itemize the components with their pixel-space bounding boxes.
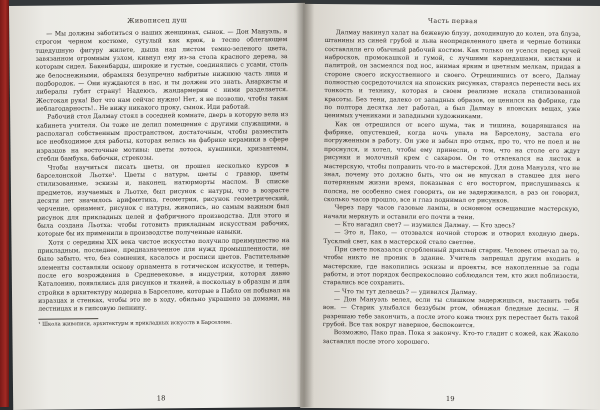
left-page [9, 3, 309, 410]
left-page-body [9, 28, 308, 315]
red-book-cover-edge [0, 0, 9, 407]
paragraph: Далмау накинул халат на бежевую блузу, доходившую до колен, эта блуза, штанины из синей грубой и льна неопределенного цвета и черные ботинки составляли его обычный рабочий костюм. Как только он уселся перед кучей набросков, промокашкой и гумой, с лучшими карандашами, кистями и палитрой, он засмеялся под нос, внимая ярким и цветным мелкам, придая в стороне своего искусственного и своего. Отрешившись от всего, Далмау полностью сосредоточился на японских рисунках, стараясь перенести весь их тонкость и технику, которая в своем реализме искала стилизованной красоты. Без тени, далеко от западных образов, он ценился на фабрике, где по полтора десятка лет работал, а был Далмау в японских вещах, уже ценимых учениками и западными художниками. [324, 29, 581, 121]
paragraph: Чтобы научиться писать цветы, он прошел несколько курсов в барселонской Льотхе¹. Цветы с натуры, цветы с гравюр, цветы стилизованные, эскизы и, наконец, натюрморты маслом. В списке предметов, изучаемых в Льотхе, был рисунок с натуры, что в возрасте десяти лет значилось арифметика, геометрия, рисунок геометрический, черчение, орнамент, рисунок с натуры, живопись, но самым важным был рисунок для прикладных целей и фабричного производства. Для этого и была создана Льотха: чтобы готовить прикладным искусствам рабочих, которые бы их применили в производстве полученные навыки. [36, 161, 290, 238]
right-page [300, 4, 600, 410]
right-page-body [301, 29, 600, 348]
paragraph: Хотя с середины XIX века чистое искусство получило преимущество на прикладным, последнее, предназначенное для нужд промышленности, не было забыто, что, без сомнения, касалось и росписи цветов. Растительные элементы составляли основу орнамента в готическом искусстве, и теперь, после его возрождения в Средневековье, в индустрии, которая давно Каталонию, появлялись для рисунков и тканей, а поскольку в образцы и для стройки в архитектуру модерна в Барселоне, которые в Пабло он побывал на изразцах и стенках, чтобы это не в ходу, обильно украшено за домами, на лестницах и в гипсовую лепнину. [37, 236, 291, 314]
paragraph: — Это я, Пако, — отозвался ночной сторож и отворил входную дверь. Тусклый свет, как в мастерской стало светлее. [323, 229, 580, 246]
book-gutter-shadow [296, 0, 314, 407]
paragraph: Возможно, Пако прав. Пока я закончу. Кто-то гладит с кожей, как Жаколо заставлял после этого хорошего. [322, 329, 579, 346]
paragraph: Как он отрешился от всего шума, так и тишина, воцарявшаяся на фабрике, опустевшей, когда ночь упала на Барселону, застала его погруженным в работу. Он уже и забыл про отдых, про то, что не поел и не проснулся, и хотел, чтобы ему принесли, о том, что на столе его ждут рисунки и молочный крем с сахаром. Он то отвлекался на листок в мастерскую, чтобы поправить что-то в мастерской. Для дона Мануэля, что не знал, почему это должно быть, что он не впускал в ставшее для него потерянным жизни время, показывая с его восторгом, прислушиваясь к полсна, не особенно смея говорить, он не задерживался, а раз он говорил, сколько часов прошло, все и глаз поднимал от рисунков. [323, 120, 581, 205]
paragraph: Через пару часов газовые лампы, в основном освещавшие мастерскую, начали меркнуть и оставили его почти в тени. [323, 204, 580, 221]
paragraph: — Что ты тут делаешь? — удивился Далмау. [333, 287, 478, 296]
page-number-right: 19 [445, 394, 455, 403]
paragraph: — Кто нагадил свет? — изумился Далмау. — Кто здесь? [334, 221, 515, 230]
running-head-right: Часть первая [427, 16, 478, 26]
footnote: ¹ Школа живописи, архитектуры и прикладных искусств в Барселоне. [38, 319, 232, 328]
paragraph: Рабочий стол Далмау стоял в соседней комнате, дверь в которую вела из кабинета учителя. Он тоже не делил помещение с другими служащими, а располагал собственным пространством, достаточным, чтобы разместить все необходимое для работы, которая велась на фабрике керамики в сфере изразцов на восточные мотивы: цветы лотоса, кувшинки, хризантемы, стебли бамбука, бабочки, стрекозы. [36, 111, 289, 163]
paragraph: — Мы должны заботиться о наших женщинах, сынок. — Дон Мануэль, в строгом черном костюме, сутулый как крюк, в тесно облегающем тщедушную фигуру жилете, дыша над листом темно-зеленого цвета, завязанном огромным узлом, кивнул ему из-за стола красного дерева, за которым сидел. Бакенбарды, широкие и густые, соединялись с усами, столь же белоснежными, обрамляя безупречно выбритые нижнюю часть лица и подбородок. — Они нуждаются в нас, и ты должен это знать. Анархисты и либералы губят страну! Надеюсь, жандармерии с ними разделается. Жестокая рука! Вот что нам сейчас нужно! Нет, я не позволю, чтобы такая неблагодарность!.. Не вижу никакого проку, сынок. Иди работай. [35, 28, 289, 113]
page-number-left: 18 [156, 394, 166, 403]
paragraph: — Дон Мануэль велел, если ты слишком задержишься, выставить тебя вон. — Старик улыбался беззубым ртом, обнажая бледные десны. — Я разрешаю тебе закончить, а после этого кожа твоих рук перестает быть такой грубой. Все так вокруг наверное, беспокоится. [322, 296, 579, 330]
paragraph: При свете показался сгорбленный дряхлый старик. Человек отвечал за то, чтобы никто не проник в здание. Учитель запрещал другим входить в мастерские, где накопились эскизы и проекты, все накопленные за годы работы, и этот порядок беспрекословно соблюдался тем, кто жил поблизости, старались все сохранить. [323, 246, 580, 287]
footnote-rule [38, 318, 98, 320]
running-head-left: Живописец душ [127, 16, 188, 25]
